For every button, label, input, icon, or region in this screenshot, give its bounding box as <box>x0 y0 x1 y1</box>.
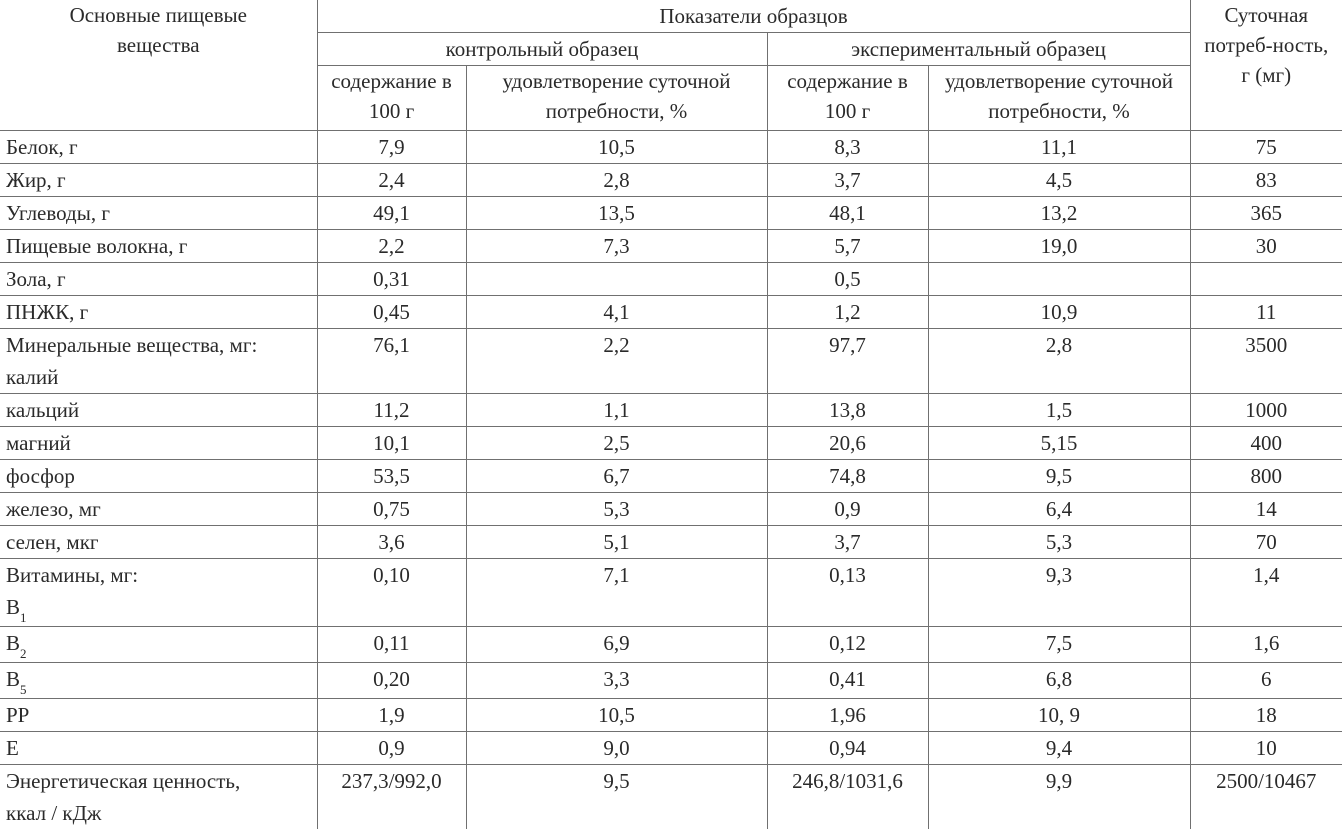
cell-control-satisfaction: 2,8 <box>466 164 767 197</box>
row-name: кальций <box>0 394 317 427</box>
cell-experimental-satisfaction: 10, 9 <box>928 699 1190 732</box>
header-daily-label: Суточная потреб-ность, г (мг) <box>1197 0 1337 90</box>
row-name <box>0 663 317 699</box>
row-name <box>0 765 317 829</box>
cell-daily: 11 <box>1190 296 1342 329</box>
header-indicators: Показатели образцов <box>317 0 1190 33</box>
cell-control-satisfaction <box>466 263 767 296</box>
cell-control-satisfaction: 2,2 <box>466 329 767 394</box>
row-name: Белок, г <box>0 131 317 164</box>
row-name-line1: Энергетическая ценность, <box>6 765 311 797</box>
cell-control-content: 7,9 <box>317 131 466 164</box>
row-name <box>0 329 317 394</box>
header-content-experimental-label: содержание в 100 г <box>774 66 922 126</box>
table-row <box>0 263 1342 296</box>
cell-experimental-satisfaction: 9,9 <box>928 765 1190 829</box>
cell-daily: 70 <box>1190 526 1342 559</box>
table-row <box>0 663 1342 699</box>
vitamin-letter: B <box>6 667 20 691</box>
cell-daily: 14 <box>1190 493 1342 526</box>
cell-experimental-satisfaction: 6,4 <box>928 493 1190 526</box>
cell-experimental-satisfaction: 10,9 <box>928 296 1190 329</box>
cell-control-content: 2,4 <box>317 164 466 197</box>
cell-experimental-satisfaction <box>928 263 1190 296</box>
cell-experimental-satisfaction: 5,3 <box>928 526 1190 559</box>
cell-experimental-content: 0,5 <box>767 263 928 296</box>
table-row <box>0 296 1342 329</box>
row-name: железо, мг <box>0 493 317 526</box>
table-row <box>0 329 1342 394</box>
cell-control-content: 11,2 <box>317 394 466 427</box>
cell-control-satisfaction: 6,9 <box>466 627 767 663</box>
cell-experimental-content: 8,3 <box>767 131 928 164</box>
cell-control-satisfaction: 10,5 <box>466 699 767 732</box>
cell-control-satisfaction: 3,3 <box>466 663 767 699</box>
cell-experimental-content: 48,1 <box>767 197 928 230</box>
vitamin-subscript: 1 <box>20 610 27 625</box>
cell-experimental-content: 0,13 <box>767 559 928 627</box>
cell-control-satisfaction: 5,1 <box>466 526 767 559</box>
cell-control-satisfaction: 10,5 <box>466 131 767 164</box>
cell-experimental-content: 1,2 <box>767 296 928 329</box>
cell-daily: 18 <box>1190 699 1342 732</box>
cell-daily: 75 <box>1190 131 1342 164</box>
cell-experimental-satisfaction: 13,2 <box>928 197 1190 230</box>
cell-control-content: 0,31 <box>317 263 466 296</box>
cell-control-content: 0,11 <box>317 627 466 663</box>
table-row <box>0 559 1342 627</box>
row-name-line2: калий <box>6 361 311 393</box>
vitamin-letter: B <box>6 631 20 655</box>
cell-experimental-content: 246,8/1031,6 <box>767 765 928 829</box>
cell-control-content: 49,1 <box>317 197 466 230</box>
cell-control-satisfaction: 13,5 <box>466 197 767 230</box>
header-content-control-label: содержание в 100 г <box>324 66 460 126</box>
cell-control-satisfaction: 7,3 <box>466 230 767 263</box>
row-name-line1: Витамины, мг: <box>6 559 311 591</box>
cell-experimental-content: 74,8 <box>767 460 928 493</box>
cell-experimental-content: 20,6 <box>767 427 928 460</box>
cell-experimental-content: 5,7 <box>767 230 928 263</box>
row-name: E <box>0 732 317 765</box>
cell-daily: 2500/10467 <box>1190 765 1342 829</box>
header-experimental: экспериментальный образец <box>767 33 1190 66</box>
cell-experimental-content: 1,96 <box>767 699 928 732</box>
cell-control-satisfaction: 7,1 <box>466 559 767 627</box>
table-row <box>0 765 1342 829</box>
cell-daily: 1000 <box>1190 394 1342 427</box>
table-row <box>0 131 1342 164</box>
cell-control-satisfaction: 4,1 <box>466 296 767 329</box>
row-name-line2: ккал / кДж <box>6 797 311 829</box>
header-daily <box>1190 0 1342 131</box>
cell-experimental-satisfaction: 6,8 <box>928 663 1190 699</box>
table-row <box>0 164 1342 197</box>
cell-control-content: 3,6 <box>317 526 466 559</box>
cell-daily: 83 <box>1190 164 1342 197</box>
row-name: Жир, г <box>0 164 317 197</box>
header-satisfaction-control-label: удовлетворение суточной потребности, % <box>473 66 761 126</box>
cell-daily: 400 <box>1190 427 1342 460</box>
cell-daily: 1,4 <box>1190 559 1342 627</box>
row-name: Зола, г <box>0 263 317 296</box>
cell-control-satisfaction: 9,0 <box>466 732 767 765</box>
table-row <box>0 460 1342 493</box>
table-row <box>0 230 1342 263</box>
cell-control-content: 53,5 <box>317 460 466 493</box>
cell-experimental-content: 0,94 <box>767 732 928 765</box>
cell-experimental-satisfaction: 2,8 <box>928 329 1190 394</box>
cell-control-satisfaction: 2,5 <box>466 427 767 460</box>
cell-daily: 1,6 <box>1190 627 1342 663</box>
cell-daily: 30 <box>1190 230 1342 263</box>
row-name: селен, мкг <box>0 526 317 559</box>
cell-daily: 6 <box>1190 663 1342 699</box>
cell-control-content: 0,20 <box>317 663 466 699</box>
table-row <box>0 627 1342 663</box>
cell-experimental-content: 0,41 <box>767 663 928 699</box>
cell-control-content: 237,3/992,0 <box>317 765 466 829</box>
cell-experimental-satisfaction: 1,5 <box>928 394 1190 427</box>
cell-daily: 10 <box>1190 732 1342 765</box>
row-name: ПНЖК, г <box>0 296 317 329</box>
table-row <box>0 197 1342 230</box>
cell-experimental-satisfaction: 4,5 <box>928 164 1190 197</box>
header-content-control <box>317 66 466 131</box>
row-name: PP <box>0 699 317 732</box>
cell-experimental-satisfaction: 19,0 <box>928 230 1190 263</box>
cell-control-content: 1,9 <box>317 699 466 732</box>
cell-control-content: 0,9 <box>317 732 466 765</box>
cell-control-content: 10,1 <box>317 427 466 460</box>
row-name: Пищевые волокна, г <box>0 230 317 263</box>
table-row <box>0 427 1342 460</box>
cell-experimental-satisfaction: 9,3 <box>928 559 1190 627</box>
cell-control-content: 0,75 <box>317 493 466 526</box>
table-row <box>0 732 1342 765</box>
row-name: фосфор <box>0 460 317 493</box>
table-row <box>0 526 1342 559</box>
cell-experimental-satisfaction: 9,4 <box>928 732 1190 765</box>
cell-experimental-content: 3,7 <box>767 526 928 559</box>
header-content-experimental <box>767 66 928 131</box>
cell-control-satisfaction: 5,3 <box>466 493 767 526</box>
cell-experimental-satisfaction: 9,5 <box>928 460 1190 493</box>
cell-experimental-satisfaction: 11,1 <box>928 131 1190 164</box>
table-row <box>0 394 1342 427</box>
cell-control-content: 76,1 <box>317 329 466 394</box>
vitamin-letter: B <box>6 595 20 619</box>
header-nutrient <box>0 0 317 131</box>
row-name <box>0 559 317 627</box>
vitamin-subscript: 2 <box>20 646 27 661</box>
cell-control-content: 0,10 <box>317 559 466 627</box>
cell-daily: 365 <box>1190 197 1342 230</box>
header-satisfaction-experimental-label: удовлетворение суточной потребности, % <box>935 66 1184 126</box>
cell-daily: 800 <box>1190 460 1342 493</box>
cell-daily <box>1190 263 1342 296</box>
cell-control-content: 2,2 <box>317 230 466 263</box>
cell-experimental-satisfaction: 5,15 <box>928 427 1190 460</box>
cell-control-satisfaction: 6,7 <box>466 460 767 493</box>
row-name-line2 <box>6 591 311 626</box>
cell-daily: 3500 <box>1190 329 1342 394</box>
row-name <box>0 627 317 663</box>
header-control: контрольный образец <box>317 33 767 66</box>
row-name: магний <box>0 427 317 460</box>
cell-control-content: 0,45 <box>317 296 466 329</box>
cell-control-satisfaction: 1,1 <box>466 394 767 427</box>
header-satisfaction-control <box>466 66 767 131</box>
cell-control-satisfaction: 9,5 <box>466 765 767 829</box>
cell-experimental-content: 13,8 <box>767 394 928 427</box>
row-name: Углеводы, г <box>0 197 317 230</box>
table-row <box>0 493 1342 526</box>
table-row <box>0 699 1342 732</box>
cell-experimental-satisfaction: 7,5 <box>928 627 1190 663</box>
cell-experimental-content: 0,12 <box>767 627 928 663</box>
row-name-line1: Минеральные вещества, мг: <box>6 329 311 361</box>
cell-experimental-content: 0,9 <box>767 493 928 526</box>
header-satisfaction-experimental <box>928 66 1190 131</box>
cell-experimental-content: 97,7 <box>767 329 928 394</box>
cell-experimental-content: 3,7 <box>767 164 928 197</box>
vitamin-subscript: 5 <box>20 682 27 697</box>
header-nutrient-label: Основные пищевые вещества <box>6 0 311 60</box>
